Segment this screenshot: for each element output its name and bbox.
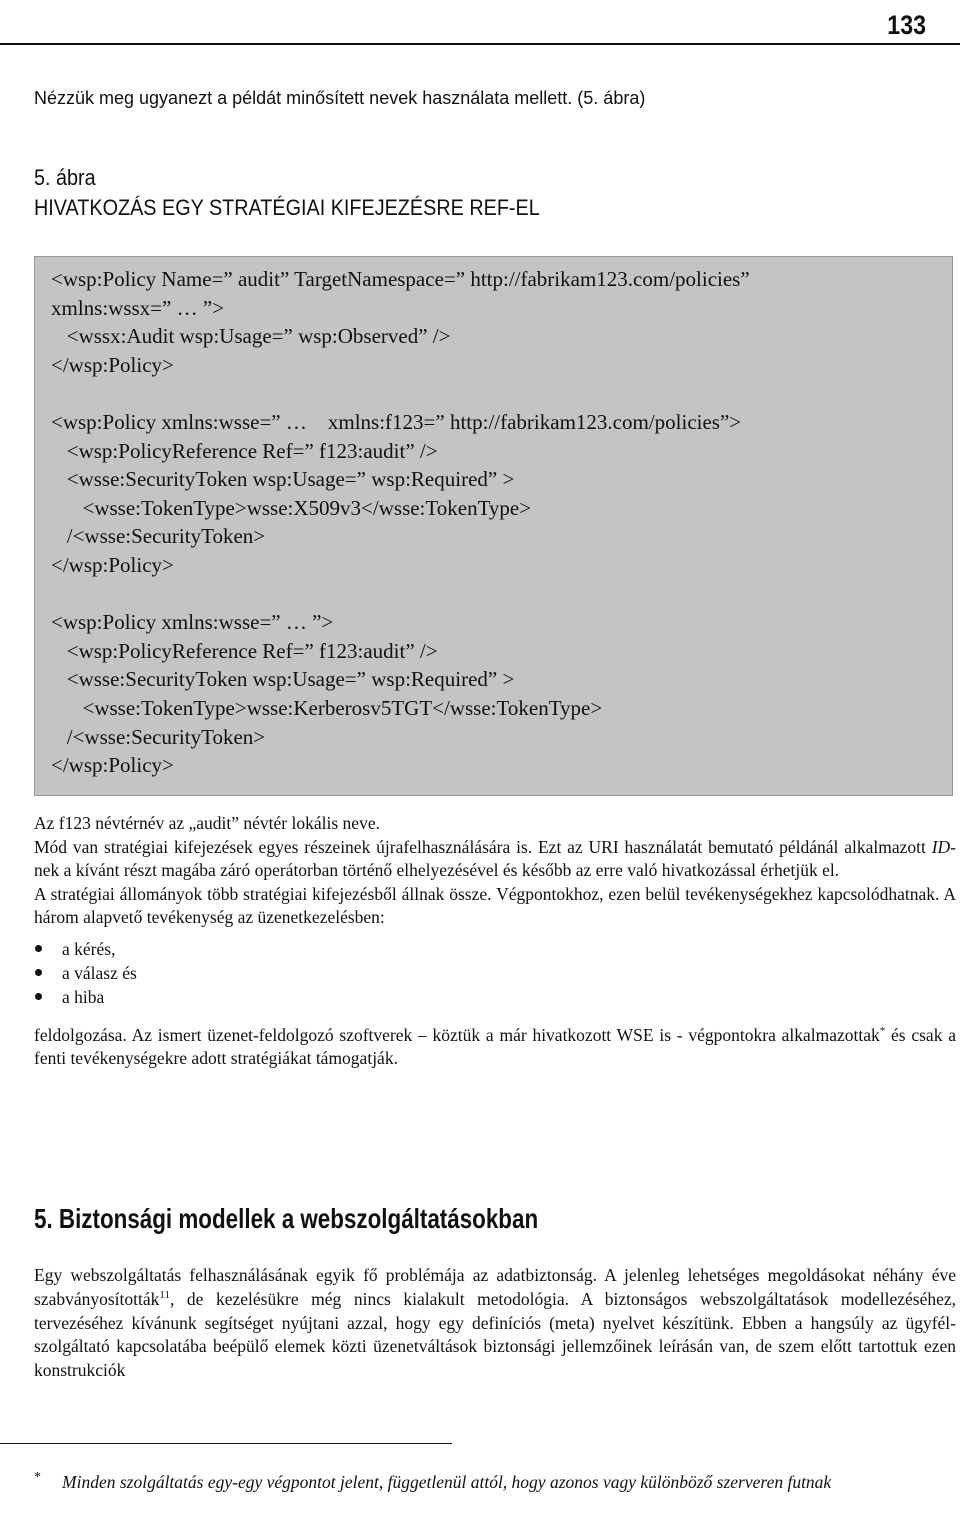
- code-line: </wsp:Policy>: [51, 352, 174, 377]
- list-item-label: a hiba: [62, 986, 105, 1007]
- list-item: [34, 938, 956, 962]
- code-line: <wssx:Audit wsp:Usage=” wsp:Observed” />: [51, 324, 451, 349]
- list-item-label: a válasz és: [62, 962, 137, 983]
- code-line: /<wsse:SecurityToken>: [51, 724, 266, 749]
- intro-text: Nézzük meg ugyanezt a példát minősített nevek használata mellett. (5. ábra): [34, 88, 646, 108]
- code-line: <wsse:SecurityToken wsp:Usage=” wsp:Required” >: [51, 667, 515, 692]
- list-item: [34, 986, 956, 1010]
- section-paragraph: [34, 1264, 956, 1383]
- code-line: <wsp:Policy xmlns:wsse=” … ”>: [51, 610, 334, 635]
- footnote-reference: 11: [159, 1288, 170, 1301]
- code-line: xmlns:wssx=” … ”>: [51, 295, 225, 320]
- paragraph-reuse: [34, 836, 956, 883]
- paragraph-activities: A stratégiai állományok több stratégiai kifejezésből állnak össze. Végpontokhoz, ezen belül tevékenységekhez kapcsolódhatnak. A három alapvető tevékenység az üzenetkezelésben:: [34, 883, 956, 927]
- list-item-label: a kérés,: [62, 938, 116, 959]
- code-line: <wsse:TokenType>wsse:Kerberosv5TGT</wsse:TokenType>: [51, 695, 603, 720]
- footnote: [34, 1470, 956, 1494]
- figure-title: HIVATKOZÁS EGY STRATÉGIAI KIFEJEZÉSRE REF-EL: [34, 195, 540, 220]
- code-line: </wsp:Policy>: [51, 552, 174, 577]
- paragraph-reuse-rest: -nek a kívánt részt magába záró operátorban történő elhelyezésével és később az erre való hivatkozással érhetjük el.: [34, 836, 956, 880]
- code-line: [51, 580, 952, 609]
- code-line: [51, 379, 952, 408]
- footnote-reference: *: [879, 1024, 886, 1037]
- paragraph-reuse-text: Mód van stratégiai kifejezések egyes részeinek újrafelhasználására is. Ezt az URI használatát bemutató példánál alkalmazott: [34, 836, 932, 857]
- paragraph-processing: [34, 1024, 956, 1071]
- bullet-icon: [35, 945, 42, 952]
- code-line: <wsp:Policy xmlns:wsse=” … xmlns:f123=” http://fabrikam123.com/policies”>: [51, 409, 742, 434]
- code-line: <wsse:TokenType>wsse:X509v3</wsse:TokenType>: [51, 495, 532, 520]
- section-heading: 5. Biztonsági modellek a webszolgáltatásokban: [34, 1203, 539, 1234]
- list-item: [34, 962, 956, 986]
- section-paragraph-start: Egy webszolgáltatás felhasználásának egyik fő problémája az adatbiztonság. A jelenleg lehetséges megoldásokat néhány éve szabványosították: [34, 1265, 956, 1309]
- paragraph-processing-text: feldolgozása. Az ismert üzenet-feldolgozó szoftverek – köztük a már hivatkozott WSE is - végpontokra alkalmazottak: [34, 1024, 880, 1045]
- figure-number: 5. ábra: [34, 165, 96, 190]
- code-line: <wsp:Policy Name=” audit” TargetNamespace=” http://fabrikam123.com/policies”: [51, 267, 750, 291]
- code-line: <wsp:PolicyReference Ref=” f123:audit” />: [51, 638, 438, 663]
- page-number: 133: [887, 10, 926, 40]
- header-rule: [0, 43, 960, 45]
- footnote-text: Minden szolgáltatás egy-egy végpontot jelent, függetlenül attól, hogy azonos vagy különböző szerveren futnak: [62, 1472, 832, 1492]
- section-text: [34, 1264, 956, 1383]
- section-paragraph-rest: , de kezelésükre még nincs kialakult metodológia. A biztonságos webszolgáltatások modellezéséhez, tervezéséhez kívánunk segítséget nyújtani azzal, hogy egy definíciós (meta) nyelvet készítünk. Ebben a hangsúly az ügyfél-szolgáltató kapcsolatába beépülő elemek közti üzenetváltások biztonsági jellemzőinek leírásán van, de szem előtt tartottuk ezen konstrukciók: [34, 1288, 956, 1381]
- activity-list: [34, 938, 956, 1010]
- footnote-rule: [0, 1443, 452, 1444]
- code-line: /<wsse:SecurityToken>: [51, 524, 266, 549]
- paragraph-processing-rest: és csak a fenti tevékenységekre adott stratégiákat támogatják.: [34, 1024, 956, 1068]
- footnote-mark: *: [34, 1470, 41, 1485]
- paragraph-reuse-italic: ID: [931, 836, 951, 857]
- code-line: <wsp:PolicyReference Ref=” f123:audit” />: [51, 438, 438, 463]
- paragraph-namespace: Az f123 névtérnév az „audit” névtér lokális neve.: [34, 813, 380, 833]
- code-listing: [34, 256, 953, 796]
- figure-caption: [34, 163, 540, 223]
- body-text: [34, 812, 956, 1071]
- bullet-icon: [35, 993, 42, 1000]
- code-line: <wsse:SecurityToken wsp:Usage=” wsp:Required” >: [51, 467, 515, 492]
- code-line: </wsp:Policy>: [51, 753, 174, 778]
- bullet-icon: [35, 969, 42, 976]
